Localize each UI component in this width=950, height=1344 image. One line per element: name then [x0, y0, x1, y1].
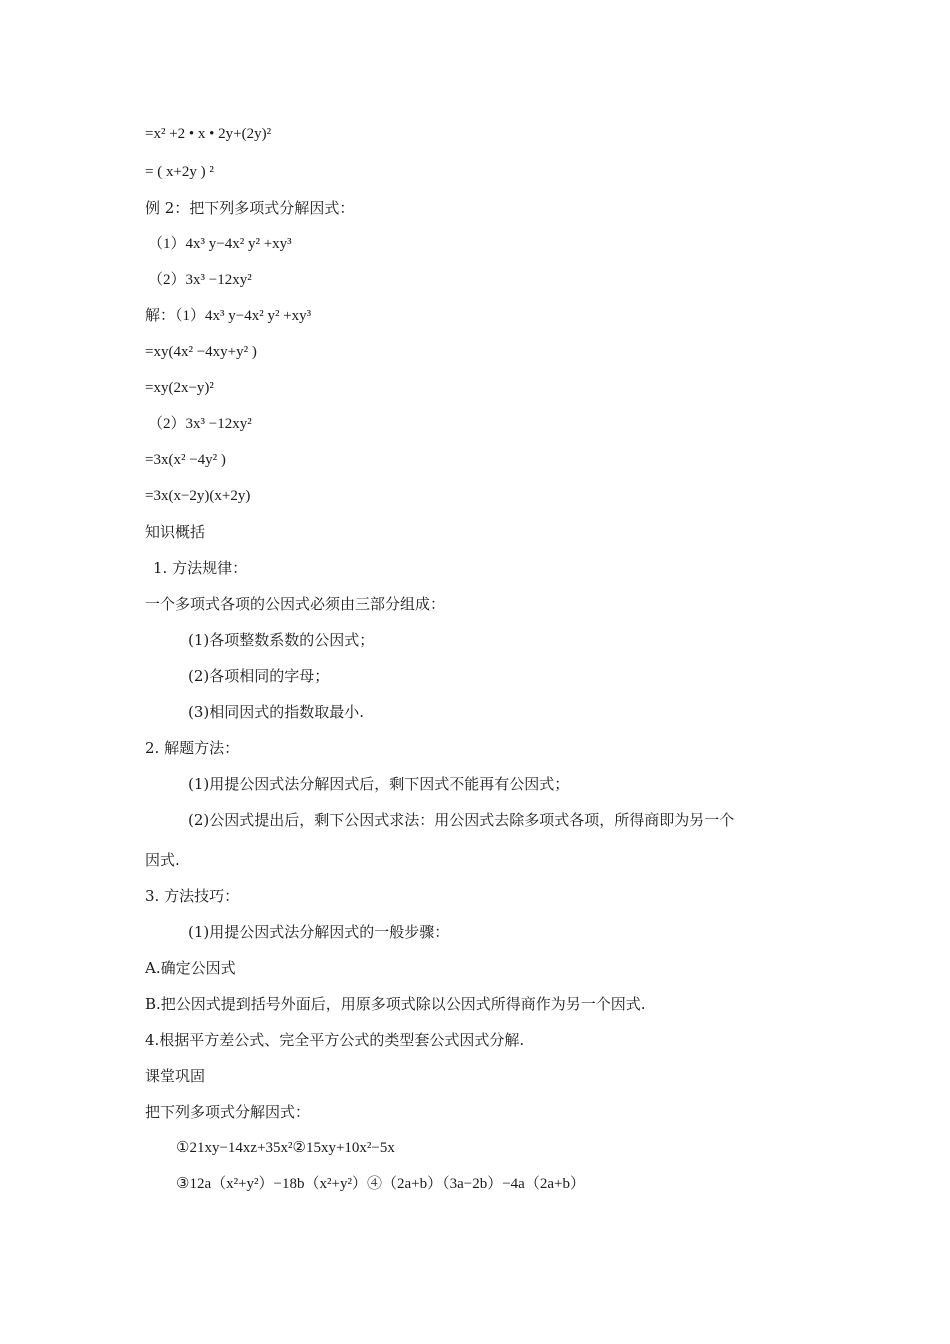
- text-line: =x² +2 • x • 2y+(2y)²: [145, 126, 272, 142]
- text-line: =3x(x² −4y² ): [145, 452, 226, 468]
- list-item: (1)用提公因式法分解因式后，剩下因式不能再有公因式；: [188, 775, 570, 793]
- list-heading: 1. 方法规律：: [153, 559, 248, 577]
- text-line: 把下列多项式分解因式：: [145, 1103, 311, 1121]
- list-item: A.确定公因式: [145, 959, 236, 977]
- example-heading: 例 2：把下列多项式分解因式：: [145, 199, 355, 217]
- list-item: 4.根据平方差公式、完全平方公式的类型套公式因式分解.: [145, 1031, 525, 1049]
- list-item: (1)各项整数系数的公因式；: [188, 631, 375, 649]
- exercise-line: ③12a（x²+y²）−18b（x²+y²）④（2a+b）（3a−2b）−4a（2a+b）: [176, 1176, 585, 1192]
- text-line: = ( x+2y ) ²: [145, 164, 214, 180]
- list-item: (2)公因式提出后，剩下公因式求法：用公因式去除多项式各项，所得商即为另一个: [188, 811, 735, 829]
- text-line: （2）3x³ −12xy²: [148, 416, 252, 432]
- section-heading: 课堂巩固: [145, 1067, 206, 1085]
- list-heading: 2. 解题方法：: [145, 739, 240, 757]
- section-heading: 知识概括: [145, 523, 206, 541]
- text-line: （1）4x³ y−4x² y² +xy³: [148, 236, 292, 252]
- text-line: 因式.: [145, 851, 180, 869]
- text-line: =xy(4x² −4xy+y² ): [145, 344, 257, 360]
- list-heading: 3. 方法技巧：: [145, 887, 240, 905]
- list-item: (3)相同因式的指数取最小.: [188, 703, 365, 721]
- solution-line: 解：（1）4x³ y−4x² y² +xy³: [145, 308, 312, 324]
- list-item: B.把公因式提到括号外面后，用原多项式除以公因式所得商作为另一个因式.: [145, 995, 646, 1013]
- text-line: =xy(2x−y)²: [145, 380, 214, 396]
- text-line: =3x(x−2y)(x+2y): [145, 488, 251, 504]
- list-item: (1)用提公因式法分解因式的一般步骤：: [188, 923, 450, 941]
- text-line: （2）3x³ −12xy²: [148, 272, 252, 288]
- list-item: (2)各项相同的字母；: [188, 667, 330, 685]
- text-line: 一个多项式各项的公因式必须由三部分组成：: [145, 595, 446, 613]
- exercise-line: ①21xy−14xz+35x²②15xy+10x²−5x: [176, 1140, 395, 1156]
